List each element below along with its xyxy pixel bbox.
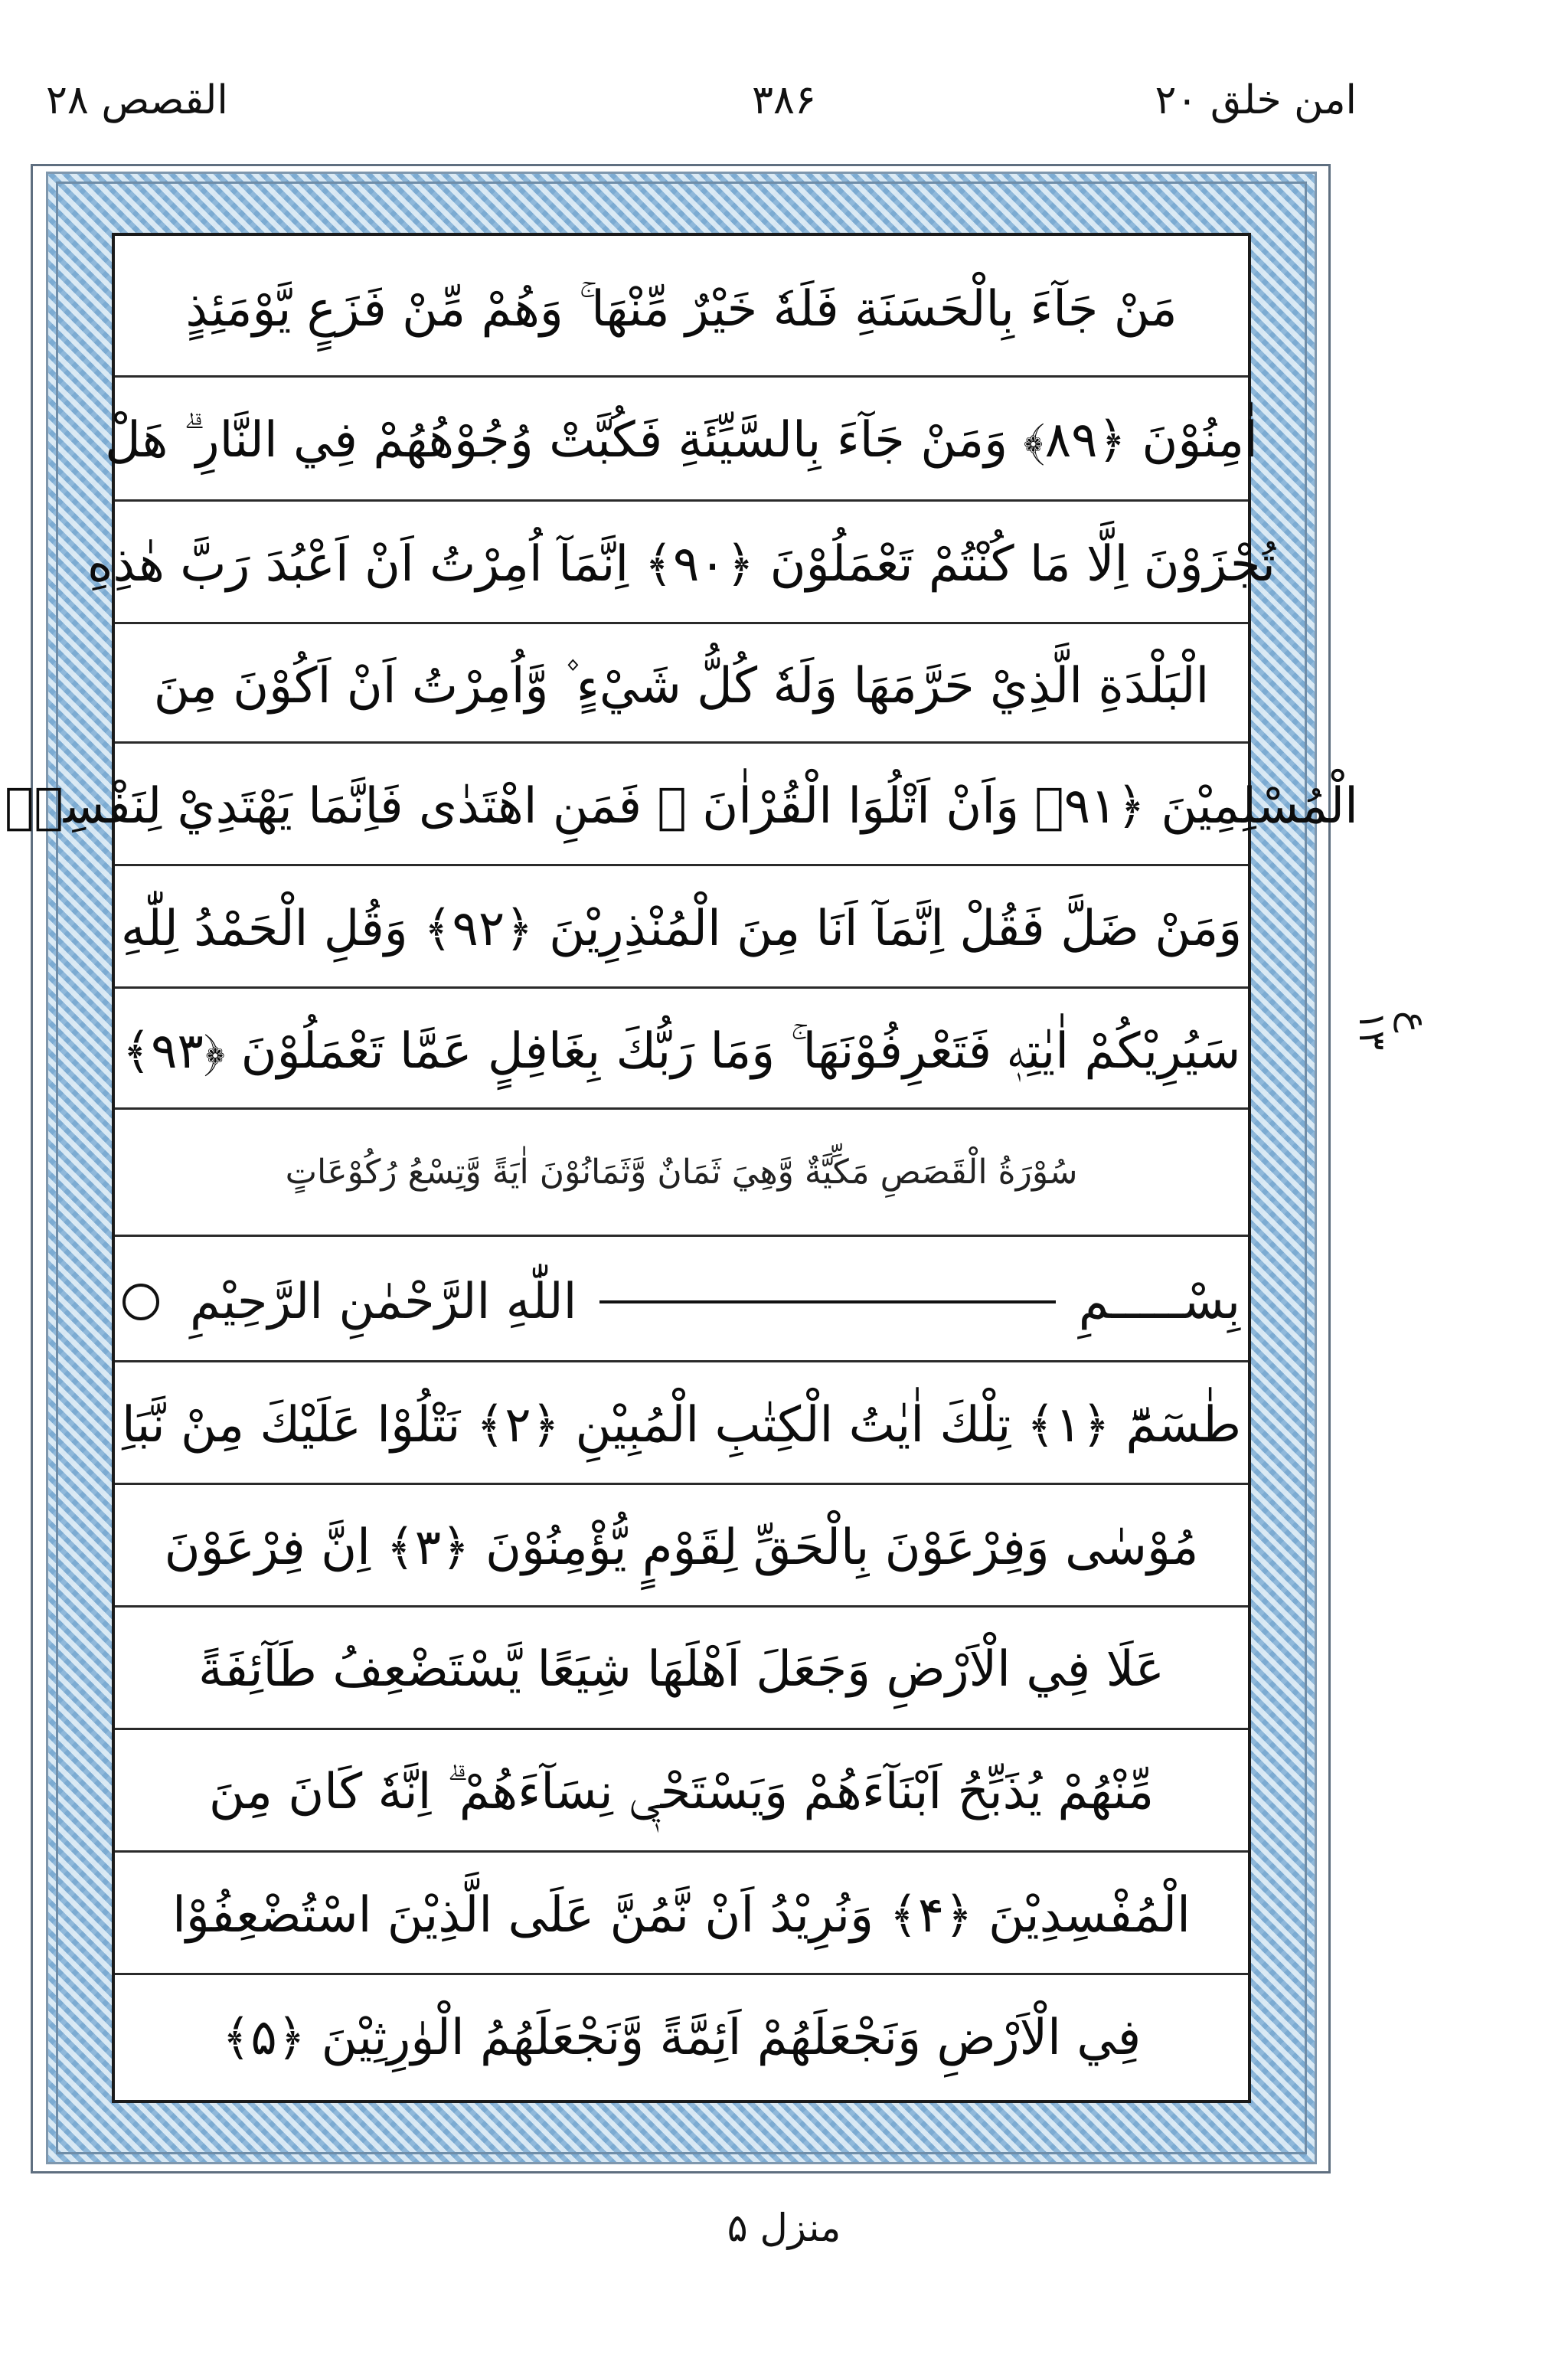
header-surah-name: القصص ۲۸ <box>46 77 228 123</box>
verse-line-1: مَنْ جَآءَ بِالْحَسَنَةِ فَلَهٗ خَيْرٌ مِّنْهَا ۚ وَهُمْ مِّنْ فَزَعٍ يَّوْمَئِذٍ <box>185 281 1178 338</box>
verse-line-10: عَلَا فِي الْاَرْضِ وَجَعَلَ اَهْلَهَا شِيَعًا يَّسْتَضْعِفُ طَآئِفَةً <box>198 1641 1165 1698</box>
line-rule <box>115 1235 1248 1237</box>
line-rule <box>115 499 1248 502</box>
verse-line-9: مُوْسٰى وَفِرْعَوْنَ بِالْحَقِّ لِقَوْمٍ يُّؤْمِنُوْنَ ﴿۳﴾ اِنَّ فِرْعَوْنَ <box>164 1519 1199 1576</box>
verse-line-5: الْمُسْلِمِيْنَ ﴿۹۱﴾ وَاَنْ اَتْلُوَا الْقُرْاٰنَ ۚ فَمَنِ اهْتَدٰى فَاِنَّمَا يَهْتَدِيْ لِنَفْسِهٖ <box>5 777 1358 835</box>
verse-line-13: فِي الْاَرْضِ وَنَجْعَلَهُمْ اَئِمَّةً وَّنَجْعَلَهُمُ الْوٰرِثِيْنَ ﴿۵﴾ <box>221 2009 1142 2066</box>
bismillah-stretch <box>599 1300 1055 1303</box>
verse-line-2: اٰمِنُوْنَ ﴿۸۹﴾ وَمَنْ جَآءَ بِالسَّيِّئَةِ فَكُبَّتْ وُجُوْهُهُمْ فِي النَّارِ ۗ هَلْ <box>105 411 1258 469</box>
line-rule <box>115 375 1248 378</box>
line-rule <box>115 1973 1248 1975</box>
verse-line-8: طٰسٓمّٓ ﴿۱﴾ تِلْكَ اٰيٰتُ الْكِتٰبِ الْمُبِيْنِ ﴿۲﴾ نَتْلُوْا عَلَيْكَ مِنْ نَّبَاِ <box>122 1396 1241 1454</box>
bismillah-start: بِسْـــــمِ <box>1078 1274 1240 1330</box>
line-rule <box>115 986 1248 989</box>
ruku-marker: ع ۱۳ <box>1351 1011 1436 1051</box>
verse-line-6: وَمَنْ ضَلَّ فَقُلْ اِنَّمَآ اَنَا مِنَ الْمُنْذِرِيْنَ ﴿۹۲﴾ وَقُلِ الْحَمْدُ لِلّٰهِ <box>120 900 1243 957</box>
header-juz-name: امن خلق ۲۰ <box>1155 77 1357 123</box>
line-rule <box>115 1728 1248 1730</box>
verse-line-12: الْمُفْسِدِيْنَ ﴿۴﴾ وَنُرِيْدُ اَنْ نَّمُنَّ عَلَى الَّذِيْنَ اسْتُضْعِفُوْا <box>172 1886 1191 1944</box>
verse-line-11: مِّنْهُمْ يُذَبِّحُ اَبْنَآءَهُمْ وَيَسْتَحْيٖ نِسَآءَهُمْ ۗ اِنَّهٗ كَانَ مِنَ <box>208 1764 1155 1820</box>
verse-end-circle-icon <box>122 1284 159 1320</box>
line-rule <box>115 1483 1248 1485</box>
verse-line-4: الْبَلْدَةِ الَّذِيْ حَرَّمَهَا وَلَهٗ كُلُّ شَيْءٍ ۫ وَّاُمِرْتُ اَنْ اَكُوْنَ مِنَ <box>153 658 1210 715</box>
line-rule <box>115 1850 1248 1853</box>
verse-line-3: تُجْزَوْنَ اِلَّا مَا كُنْتُمْ تَعْمَلُوْنَ ﴿۹۰﴾ اِنَّمَآ اُمِرْتُ اَنْ اَعْبُدَ رَبَّ هٰذِهِ <box>87 535 1276 593</box>
manzil-footer: منزل ۵ <box>727 2206 841 2250</box>
line-rule <box>115 864 1248 866</box>
line-rule <box>115 622 1248 624</box>
line-rule <box>115 1360 1248 1362</box>
bismillah-end: اللّٰهِ الرَّحْمٰنِ الرَّحِيْمِ <box>190 1274 577 1330</box>
line-rule <box>115 1107 1248 1110</box>
bismillah-line <box>122 1241 1240 1363</box>
page-number: ۳۸۶ <box>752 77 816 123</box>
verse-line-7: سَيُرِيْكُمْ اٰيٰتِهٖ فَتَعْرِفُوْنَهَا ۚ وَمَا رَبُّكَ بِغَافِلٍ عَمَّا تَعْمَلُوْنَ ﴿۹۳﴾ <box>122 1022 1241 1080</box>
surah-heading: سُوْرَةُ الْقَصَصِ مَكِّيَّةٌ وَّهِيَ ثَمَانٌ وَّثَمَانُوْنَ اٰيَةً وَّتِسْعُ رُكُوْعَاتٍ <box>285 1152 1078 1192</box>
line-rule <box>115 741 1248 744</box>
line-rule <box>115 1605 1248 1608</box>
